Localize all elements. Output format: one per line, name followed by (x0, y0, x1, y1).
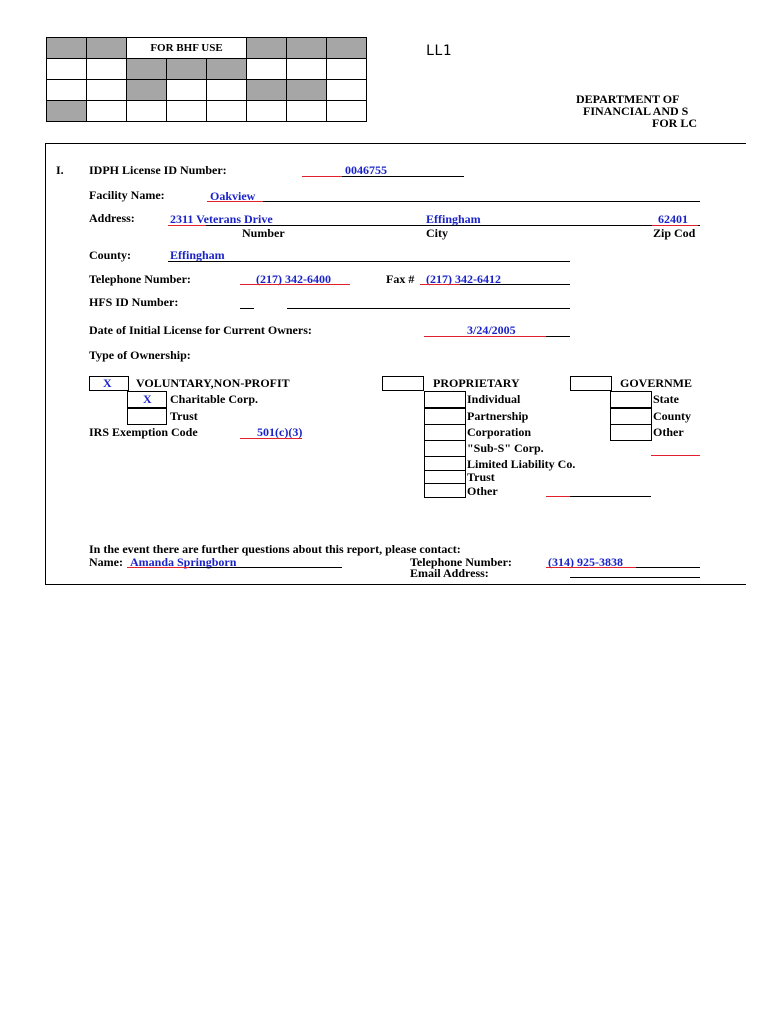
city-caption: City (426, 226, 448, 240)
prop-subs-checkbox[interactable] (424, 440, 466, 457)
prop-individual-checkbox[interactable] (424, 391, 466, 408)
dept-line-2: FINANCIAL AND S (583, 104, 689, 118)
hfs-label: HFS ID Number: (89, 295, 179, 309)
prop-other-checkbox[interactable] (424, 483, 466, 498)
trust-checkbox[interactable] (127, 408, 167, 425)
contact-intro: In the event there are further questions about this report, please contact: (89, 542, 461, 556)
initial-license-label: Date of Initial License for Current Owners: (89, 323, 312, 337)
contact-name-label: Name: (89, 555, 123, 569)
prop-partnership-checkbox[interactable] (424, 408, 466, 425)
initial-license-value[interactable]: 3/24/2005 (467, 323, 516, 337)
trust-label: Trust (170, 409, 198, 423)
prop-trust-checkbox[interactable] (424, 470, 466, 484)
street-value[interactable]: 2311 Veterans Drive (170, 212, 273, 226)
form-code: LL1 (426, 43, 452, 59)
city-value[interactable]: Effingham (426, 212, 481, 226)
gov-county-checkbox[interactable] (610, 408, 652, 425)
county-value[interactable]: Effingham (170, 248, 225, 262)
prop-item: "Sub-S" Corp. (467, 441, 544, 455)
license-value[interactable]: 0046755 (345, 163, 387, 177)
contact-phone-value[interactable]: (314) 925-3838 (548, 555, 623, 569)
gov-state-checkbox[interactable] (610, 391, 652, 408)
phone-label: Telephone Number: (89, 272, 191, 286)
proprietary-checkbox[interactable] (382, 376, 424, 391)
facility-value[interactable]: Oakview (210, 189, 256, 203)
prop-item: Trust (467, 470, 495, 484)
government-checkbox[interactable] (570, 376, 612, 391)
voluntary-mark: X (103, 376, 112, 390)
charitable-label: Charitable Corp. (170, 392, 258, 406)
gov-item: State (653, 392, 679, 406)
address-label: Address: (89, 211, 135, 225)
ownership-label: Type of Ownership: (89, 348, 191, 362)
section-frame (45, 143, 746, 585)
zip-caption: Zip Cod (653, 226, 696, 240)
contact-name-value[interactable]: Amanda Springborn (130, 555, 237, 569)
charitable-mark: X (143, 392, 152, 406)
prop-item: Other (467, 484, 498, 498)
prop-item: Individual (467, 392, 521, 406)
section-number: I. (56, 163, 64, 177)
bhf-use-label: FOR BHF USE (150, 42, 223, 54)
dept-line-3: FOR LC (652, 116, 697, 130)
irs-value[interactable]: 501(c)(3) (257, 425, 303, 439)
prop-item: Limited Liability Co. (467, 457, 576, 471)
prop-item: Corporation (467, 425, 531, 439)
phone-value[interactable]: (217) 342-6400 (256, 272, 331, 286)
prop-item: Partnership (467, 409, 529, 423)
bhf-use-cell (127, 38, 247, 59)
gov-item: Other (653, 425, 684, 439)
prop-corporation-checkbox[interactable] (424, 424, 466, 441)
proprietary-label: PROPRIETARY (433, 376, 520, 390)
zip-value[interactable]: 62401 (658, 212, 688, 226)
county-label: County: (89, 248, 132, 262)
number-caption: Number (242, 226, 285, 240)
fax-value[interactable]: (217) 342-6412 (426, 272, 501, 286)
dept-line-1: DEPARTMENT OF (576, 92, 680, 106)
gov-other-checkbox[interactable] (610, 424, 652, 441)
fax-label: Fax # (386, 272, 415, 286)
bhf-use-grid (46, 37, 367, 122)
irs-label: IRS Exemption Code (89, 425, 198, 439)
voluntary-label: VOLUNTARY,NON-PROFIT (136, 376, 290, 390)
contact-email-label: Email Address: (410, 566, 489, 580)
gov-item: County (653, 409, 692, 423)
contact-phone-label: Telephone Number: (410, 555, 512, 569)
facility-label: Facility Name: (89, 188, 165, 202)
government-label: GOVERNME (620, 376, 692, 390)
license-label: IDPH License ID Number: (89, 163, 227, 177)
